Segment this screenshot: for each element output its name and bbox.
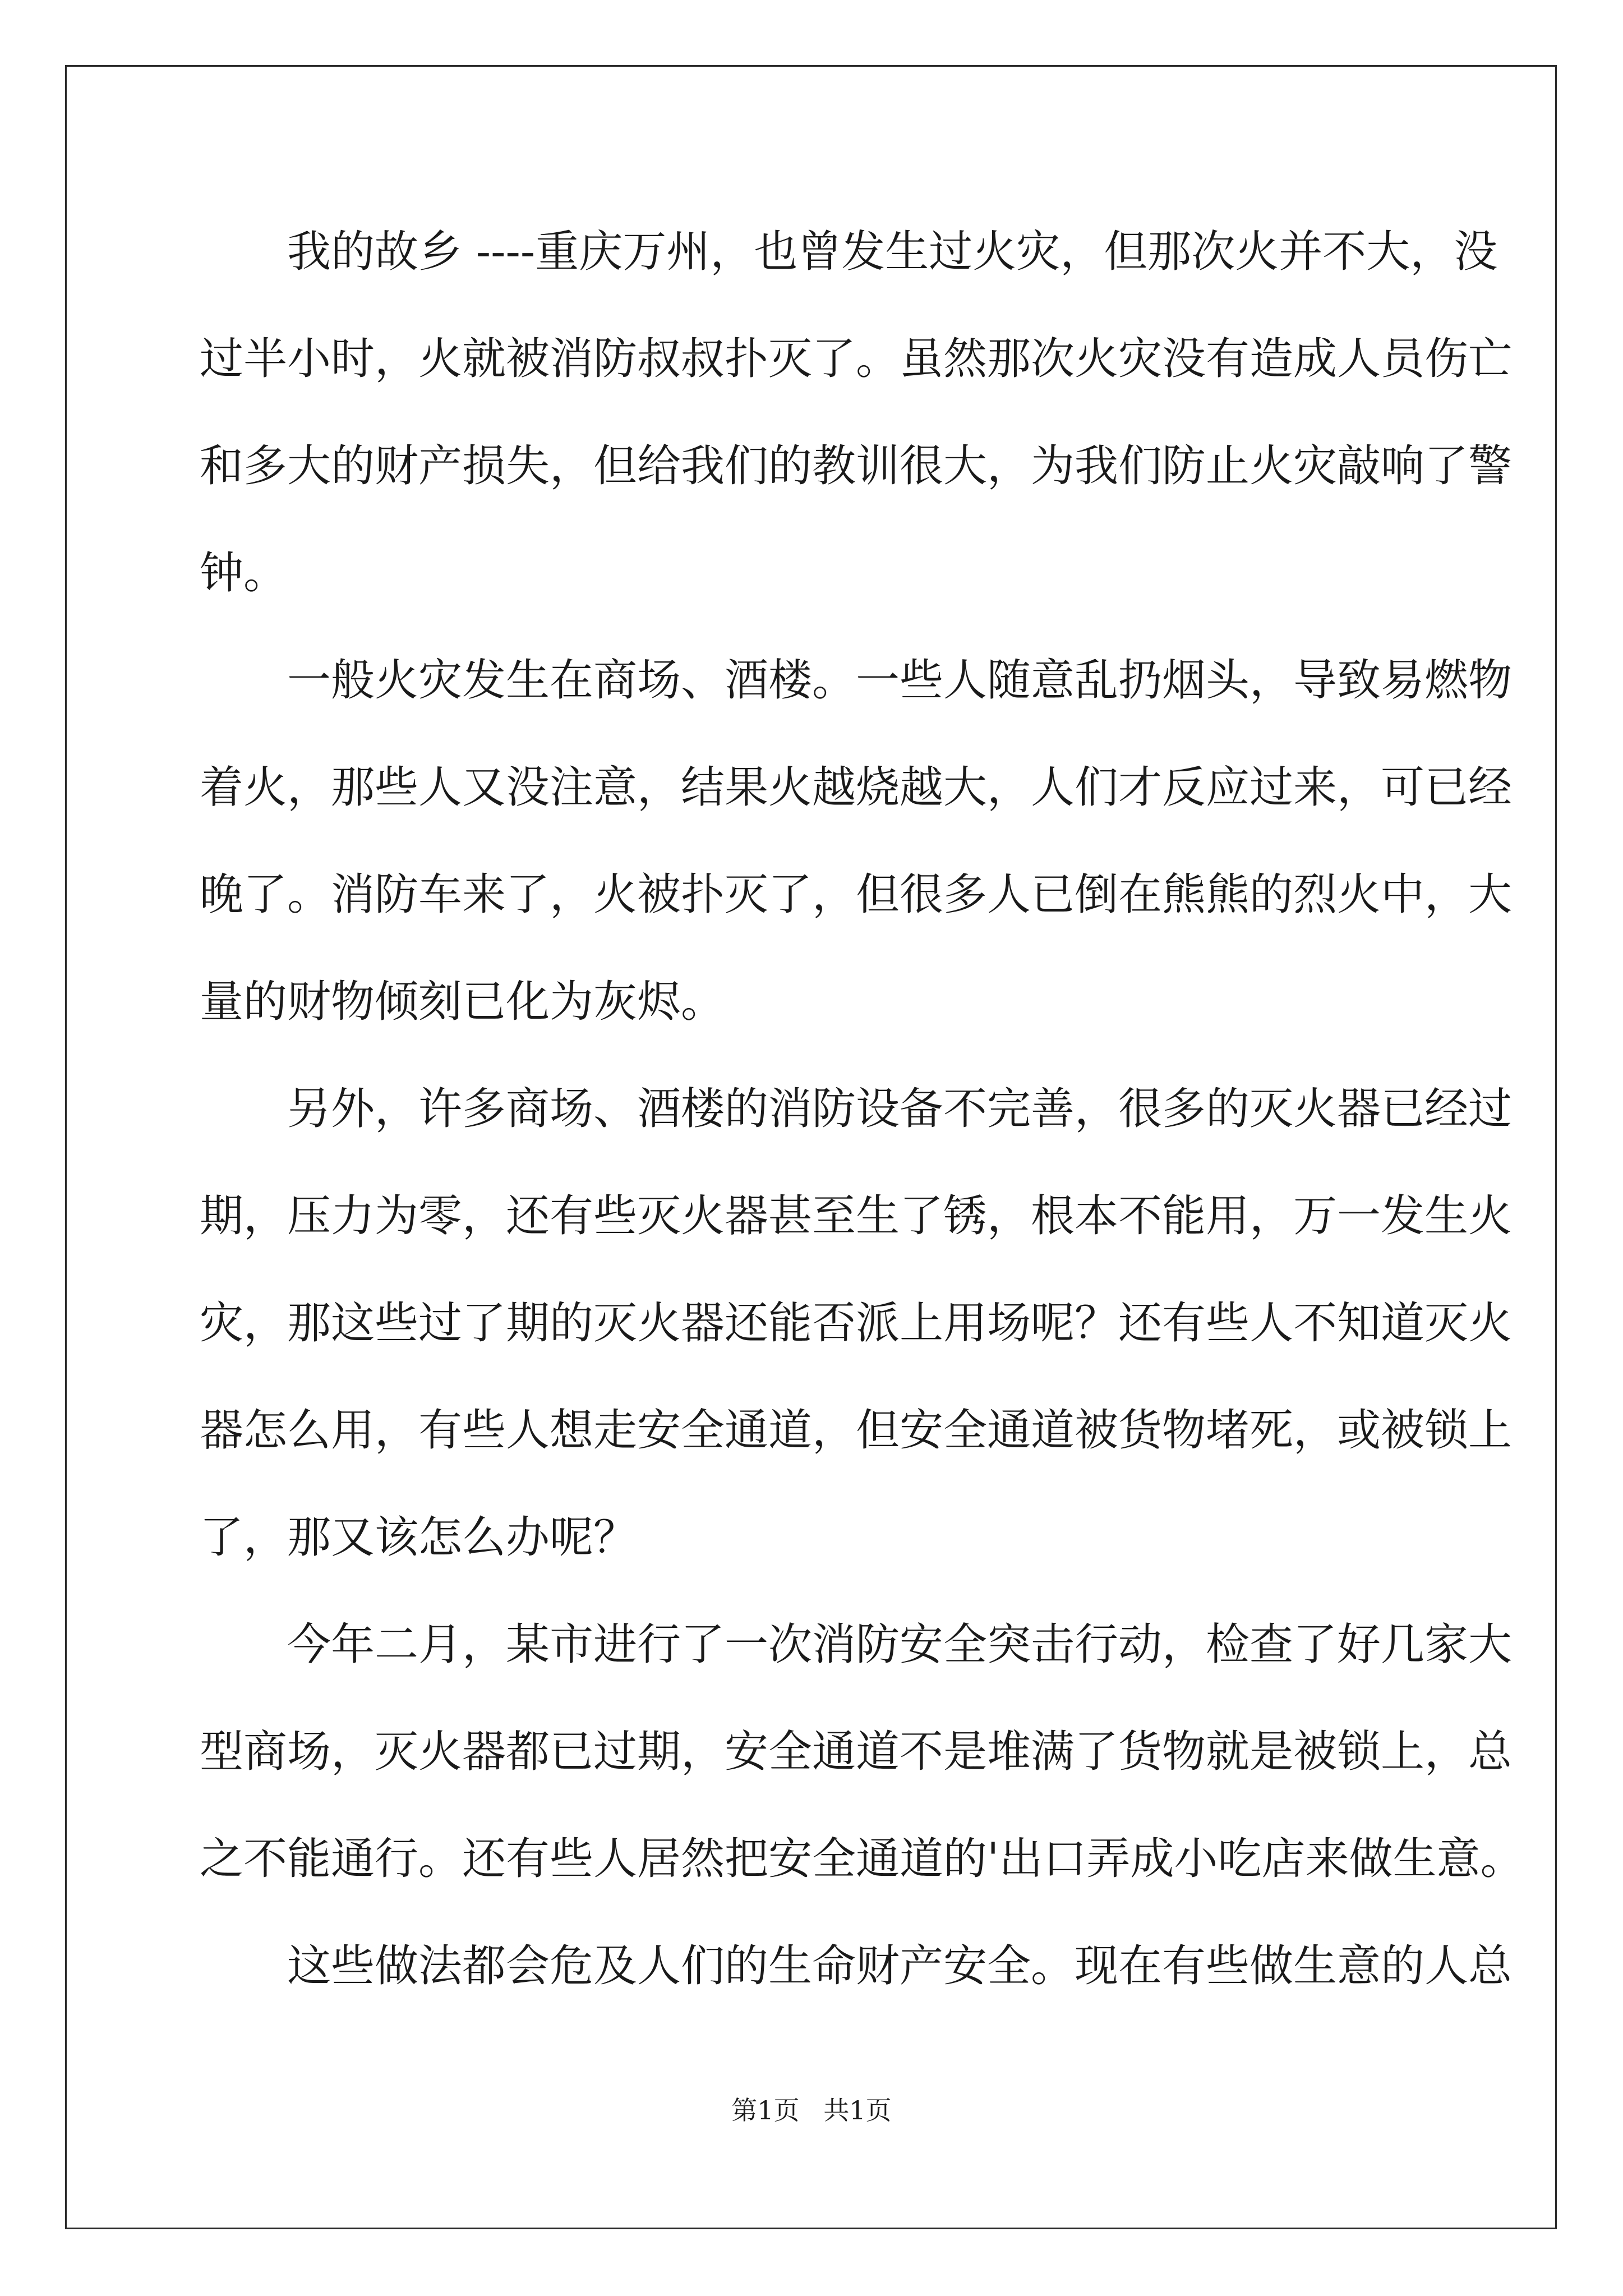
paragraph-1-line-2: 过半小时，火就被消防叔叔扑灭了。虽然那次火灾没有造成人员伤亡 xyxy=(200,334,1513,384)
paragraph-2-line-4: 量的财物倾刻已化为灰烬。 xyxy=(200,977,725,1027)
page-footer xyxy=(0,2093,1623,2127)
page-number: 第1页 xyxy=(731,2095,800,2125)
paragraph-5-line-1: 这些做法都会危及人们的生命财产安全。现在有些做生意的人总 xyxy=(287,1941,1513,1991)
paragraph-4-line-2: 型商场，灭火器都已过期，安全通道不是堆满了货物就是被锁上，总 xyxy=(200,1727,1513,1777)
paragraph-3-line-3: 灾，那这些过了期的灭火器还能否派上用场呢？还有些人不知道灭火 xyxy=(200,1298,1513,1349)
paragraph-2-line-2: 着火，那些人又没注意，结果火越烧越大，人们才反应过来，可已经 xyxy=(200,762,1513,813)
paragraph-1-line-4: 钟。 xyxy=(200,548,288,599)
paragraph-3-line-5: 了，那又该怎么办呢？ xyxy=(200,1512,638,1563)
paragraph-2-line-1: 一般火灾发生在商场、酒楼。一些人随意乱扔烟头，导致易燃物 xyxy=(287,655,1513,706)
paragraph-3-line-4: 器怎么用，有些人想走安全通道，但安全通道被货物堵死，或被锁上 xyxy=(200,1405,1513,1456)
paragraph-4-line-1: 今年二月，某市进行了一次消防安全突击行动，检查了好几家大 xyxy=(287,1619,1513,1670)
page-total: 共1页 xyxy=(823,2095,892,2125)
paragraph-4-line-3: 之不能通行。还有些人居然把安全通道的'出口弄成小吃店来做生意。 xyxy=(200,1834,1524,1884)
paragraph-2-line-3: 晚了。消防车来了，火被扑灭了，但很多人已倒在熊熊的烈火中，大 xyxy=(200,869,1513,920)
paragraph-3-line-2: 期，压力为零，还有些灭火器甚至生了锈，根本不能用，万一发生火 xyxy=(200,1191,1513,1241)
document-body xyxy=(200,215,1524,2037)
paragraph-1-line-1: 我的故乡 ----重庆万州，也曾发生过火灾，但那次火并不大，没 xyxy=(287,227,1498,277)
paragraph-1-line-3: 和多大的财产损失，但给我们的教训很大，为我们防止火灾敲响了警 xyxy=(200,441,1513,491)
paragraph-3-line-1: 另外，许多商场、酒楼的消防设备不完善，很多的灭火器已经过 xyxy=(287,1084,1513,1134)
